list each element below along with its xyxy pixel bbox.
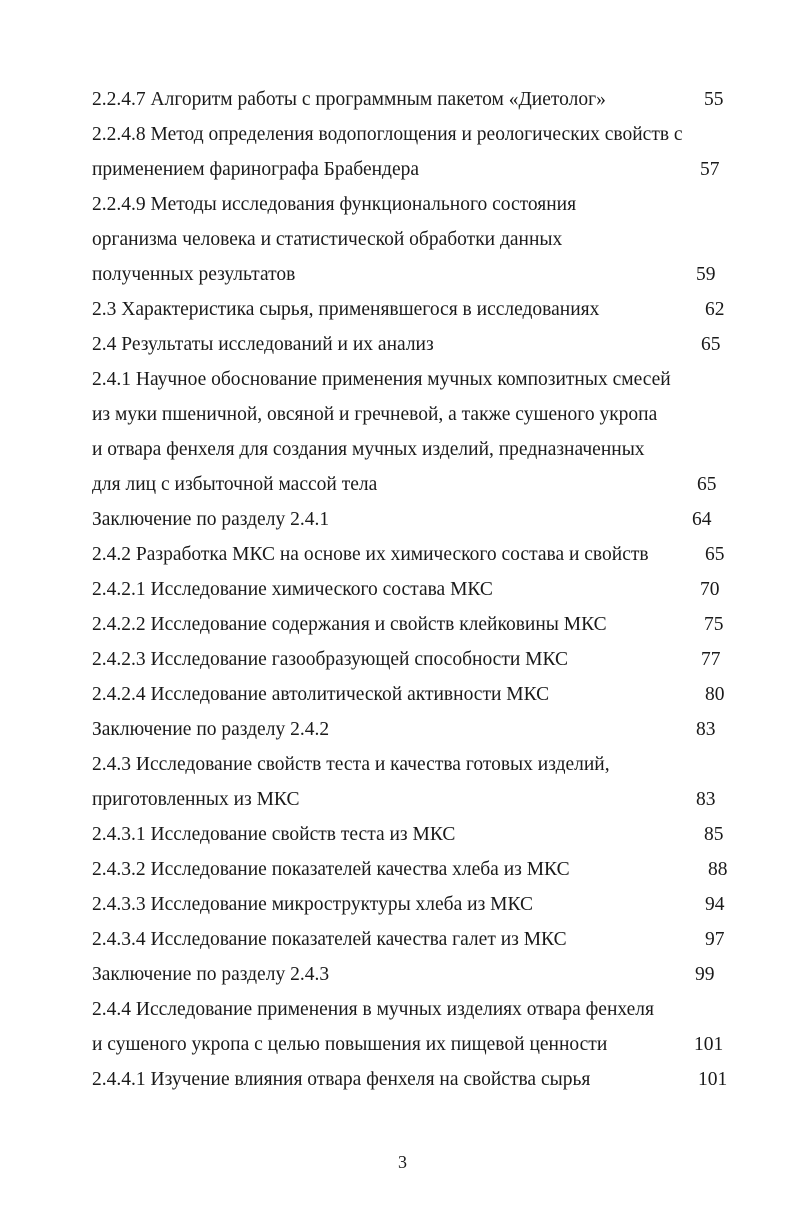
toc-entry-text: 2.4.2 Разработка МКС на основе их химического состава и свойств (92, 544, 649, 565)
toc-entry-text: 2.2.4.7 Алгоритм работы с программным пакетом «Диетолог» (92, 89, 606, 110)
toc-entry-text: 2.3 Характеристика сырья, применявшегося в исследованиях (92, 299, 600, 320)
toc-entry-text: Заключение по разделу 2.4.1 (92, 509, 330, 530)
toc-entry-page: 65 (701, 334, 721, 355)
toc-entry-text: 2.4.3.3 Исследование микроструктуры хлеба из МКС (92, 894, 534, 915)
toc-entry-text: 2.4.2.1 Исследование химического состава МКС (92, 579, 493, 600)
toc-entry-page: 55 (704, 89, 724, 110)
toc-entry-text: 2.2.4.8 Метод определения водопоглощения и реологических свойств с (92, 124, 683, 145)
toc-entry-page: 64 (692, 509, 712, 530)
toc-entry-page: 70 (700, 579, 720, 600)
toc-entry-text: 2.4 Результаты исследований и их анализ (92, 334, 434, 355)
toc-entry-text: полученных результатов (92, 264, 296, 285)
toc-entry-page: 88 (708, 859, 728, 880)
toc-entry-text: 2.4.2.3 Исследование газообразующей способности МКС (92, 649, 569, 670)
toc-entry-text: и отвара фенхеля для создания мучных изделий, предназначенных (92, 439, 645, 460)
toc-entry-page: 83 (696, 719, 716, 740)
toc-entry-text: 2.4.1 Научное обоснование применения мучных композитных смесей (92, 369, 671, 390)
toc-entry-text: 2.4.4.1 Изучение влияния отвара фенхеля на свойства сырья (92, 1069, 591, 1090)
toc-entry-page: 57 (700, 159, 720, 180)
toc-entry-page: 97 (705, 929, 725, 950)
toc-entry-text: из муки пшеничной, овсяной и гречневой, а также сушеного укропа (92, 404, 658, 425)
toc-entry-text: 2.4.3.2 Исследование показателей качества хлеба из МКС (92, 859, 570, 880)
page-number: 3 (398, 1152, 407, 1172)
toc-entry-page: 94 (705, 894, 725, 915)
toc-entry-page: 62 (705, 299, 725, 320)
toc-entry-page: 83 (696, 789, 716, 810)
toc-entry-text: 2.4.3.4 Исследование показателей качества галет из МКС (92, 929, 567, 950)
toc-entry-page: 75 (704, 614, 724, 635)
toc-entry-page: 77 (701, 649, 721, 670)
toc-entry-text: применением фаринографа Брабендера (92, 159, 420, 180)
toc-entry-page: 65 (697, 474, 717, 495)
toc-entry-page: 99 (695, 964, 715, 985)
toc-entry-text: организма человека и статистической обработки данных (92, 229, 563, 250)
toc-entry-page: 101 (698, 1069, 728, 1090)
toc-entry-text: 2.4.2.2 Исследование содержания и свойств клейковины МКС (92, 614, 607, 635)
toc-entry-text: Заключение по разделу 2.4.2 (92, 719, 330, 740)
toc-entry-text: 2.2.4.9 Методы исследования функционального состояния (92, 194, 577, 215)
toc-entry-text: 2.4.3.1 Исследование свойств теста из МКС (92, 824, 456, 845)
toc-entry-page: 65 (705, 544, 725, 565)
toc-entry-text: 2.4.4 Исследование применения в мучных изделиях отвара фенхеля (92, 999, 655, 1020)
toc-entry-text: для лиц с избыточной массой тела (92, 474, 378, 495)
toc-entry-page: 80 (705, 684, 725, 705)
toc-entry-text: и сушеного укропа с целью повышения их пищевой ценности (92, 1034, 608, 1055)
toc-entry-text: 2.4.3 Исследование свойств теста и качества готовых изделий, (92, 754, 610, 775)
toc-entry-text: приготовленных из МКС (92, 789, 300, 810)
toc-entry-page: 59 (696, 264, 716, 285)
toc-entry-page: 101 (694, 1034, 724, 1055)
toc-entry-text: 2.4.2.4 Исследование автолитической активности МКС (92, 684, 550, 705)
toc-entry-page: 85 (704, 824, 724, 845)
toc-entry-text: Заключение по разделу 2.4.3 (92, 964, 330, 985)
